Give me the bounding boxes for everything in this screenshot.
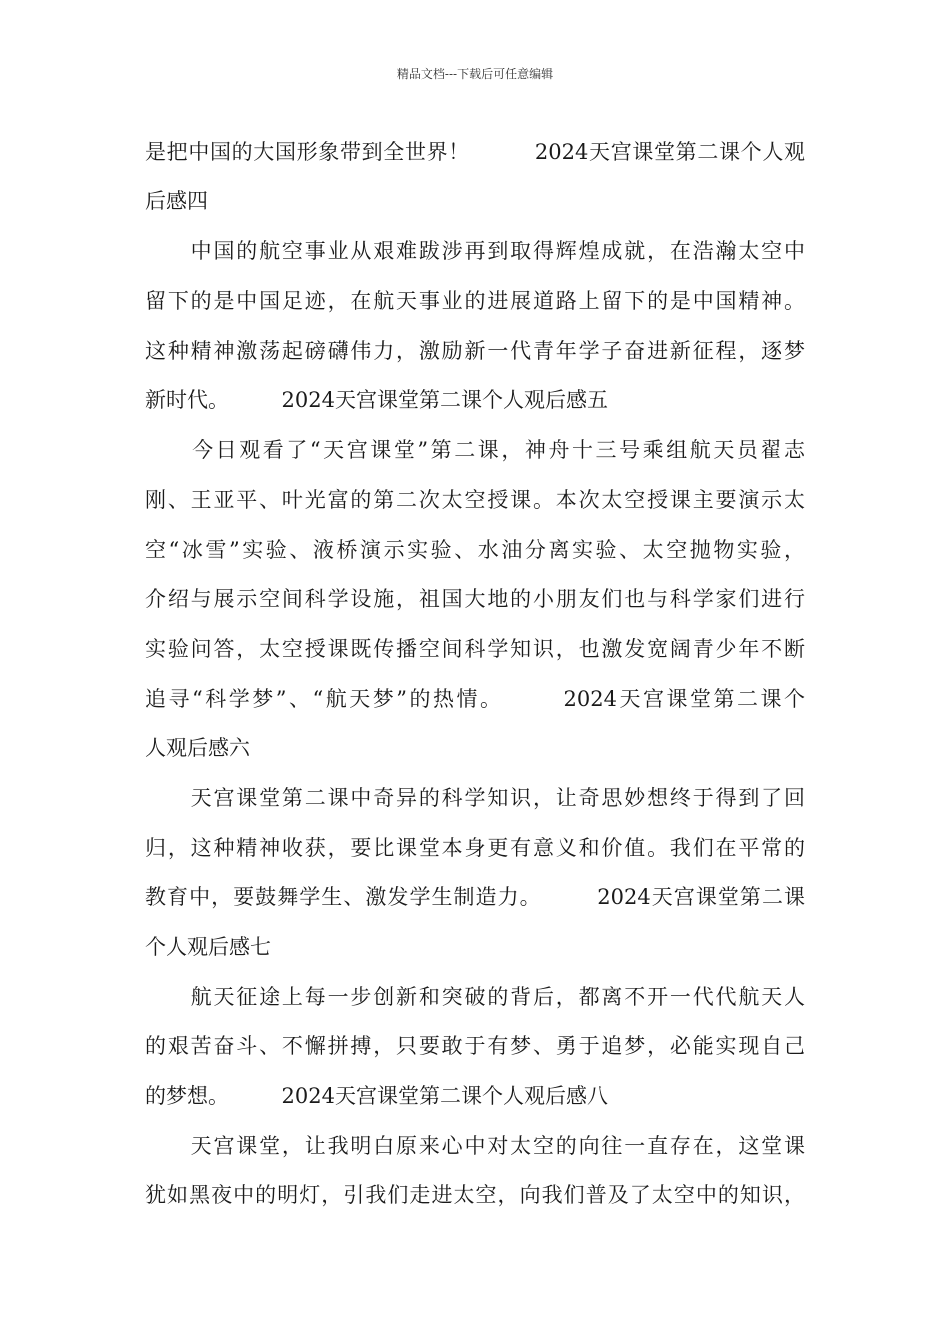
text-line: 介绍与展示空间科学设施，祖国大地的小朋友们也与科学家们进行 [145, 587, 805, 611]
text-line: 空“冰雪”实验、液桥演示实验、水油分离实验、太空抛物实验， [145, 538, 805, 562]
text-line: 个人观后感七 [145, 935, 271, 959]
text-line: 实验问答，太空授课既传播空间科学知识，也激发宽阔青少年不断 [145, 637, 805, 661]
text-line: 犹如黑夜中的明灯，引我们走进太空，向我们普及了太空中的知识， [145, 1183, 805, 1207]
text-line: 刚、王亚平、叶光富的第二次太空授课。本次太空授课主要演示太 [145, 488, 805, 512]
text-line: 归，这种精神收获，要比课堂本身更有意义和价值。我们在平常的 [145, 836, 805, 860]
text-line: 后感四 [145, 189, 208, 213]
text-line: 天宫课堂，让我明白原来心中对太空的向往一直存在，这堂课 [145, 1134, 805, 1158]
text-line: 新时代。 2024天宫课堂第二课个人观后感五 [145, 388, 608, 412]
text-line: 教育中，要鼓舞学生、激发学生制造力。 2024天宫课堂第二课 [145, 885, 805, 909]
text-line: 追寻“科学梦”、“航天梦”的热情。 2024天宫课堂第二课个 [145, 687, 805, 711]
text-line: 是把中国的大国形象带到全世界！ 2024天宫课堂第二课个人观 [145, 140, 805, 164]
text-line: 的艰苦奋斗、不懈拼搏，只要敢于有梦、勇于追梦，必能实现自己 [145, 1034, 805, 1058]
text-line: 天宫课堂第二课中奇异的科学知识，让奇思妙想终于得到了回 [145, 786, 805, 810]
text-line: 今日观看了“天宫课堂”第二课，神舟十三号乘组航天员翟志 [145, 438, 805, 462]
text-line: 航天征途上每一步创新和突破的背后，都离不开一代代航天人 [145, 985, 805, 1009]
text-line: 中国的航空事业从艰难跋涉再到取得辉煌成就，在浩瀚太空中 [145, 239, 805, 263]
text-line: 的梦想。 2024天宫课堂第二课个人观后感八 [145, 1084, 608, 1108]
text-line: 留下的是中国足迹，在航天事业的进展道路上留下的是中国精神。 [145, 289, 805, 313]
text-line: 这种精神激荡起磅礴伟力，激励新一代青年学子奋进新征程，逐梦 [145, 339, 805, 363]
text-line: 人观后感六 [145, 736, 250, 760]
page-header: 精品文档---下载后可任意编辑 [396, 67, 554, 81]
